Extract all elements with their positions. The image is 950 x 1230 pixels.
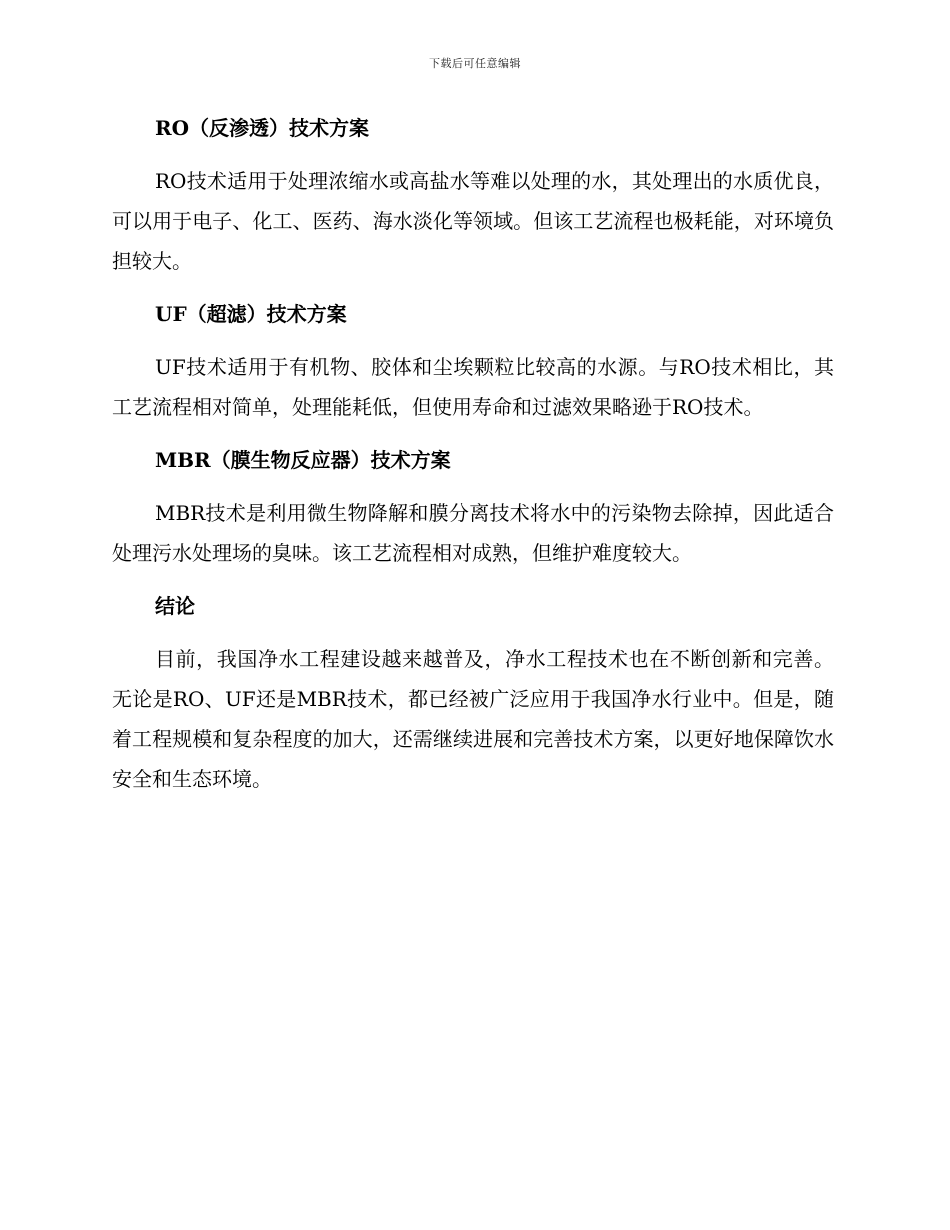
section-uf bbox=[112, 294, 834, 427]
header-note: 下载后可任意编辑 bbox=[429, 57, 521, 70]
section-heading-mbr: MBR（膜生物反应器）技术方案 bbox=[155, 448, 451, 472]
section-body-mbr: MBR技术是利用微生物降解和膜分离技术将水中的污染物去除掉，因此适合处理污水处理场的臭味。该工艺流程相对成熟，但维护难度较大。 bbox=[112, 501, 834, 565]
section-body-conclusion: 目前，我国净水工程建设越来越普及，净水工程技术也在不断创新和完善。无论是RO、UF还是MBR技术，都已经被广泛应用于我国净水行业中。但是，随着工程规模和复杂程度的加大，还需继续进展和完善技术方案，以更好地保障饮水安全和生态环境。 bbox=[112, 647, 834, 791]
section-body-uf: UF技术适用于有机物、胶体和尘埃颗粒比较高的水源。与RO技术相比，其工艺流程相对简单，处理能耗低，但使用寿命和过滤效果略逊于RO技术。 bbox=[112, 355, 834, 419]
section-heading-ro: RO（反渗透）技术方案 bbox=[155, 116, 370, 140]
section-heading-conclusion: 结论 bbox=[155, 594, 195, 618]
section-mbr bbox=[112, 440, 834, 573]
section-heading-uf: UF（超滤）技术方案 bbox=[155, 302, 347, 326]
section-conclusion bbox=[112, 586, 834, 799]
section-body-ro: RO技术适用于处理浓缩水或高盐水等难以处理的水，其处理出的水质优良，可以用于电子、化工、医药、海水淡化等领域。但该工艺流程也极耗能，对环境负担较大。 bbox=[112, 169, 834, 273]
document-body bbox=[112, 108, 834, 812]
section-ro bbox=[112, 108, 834, 281]
